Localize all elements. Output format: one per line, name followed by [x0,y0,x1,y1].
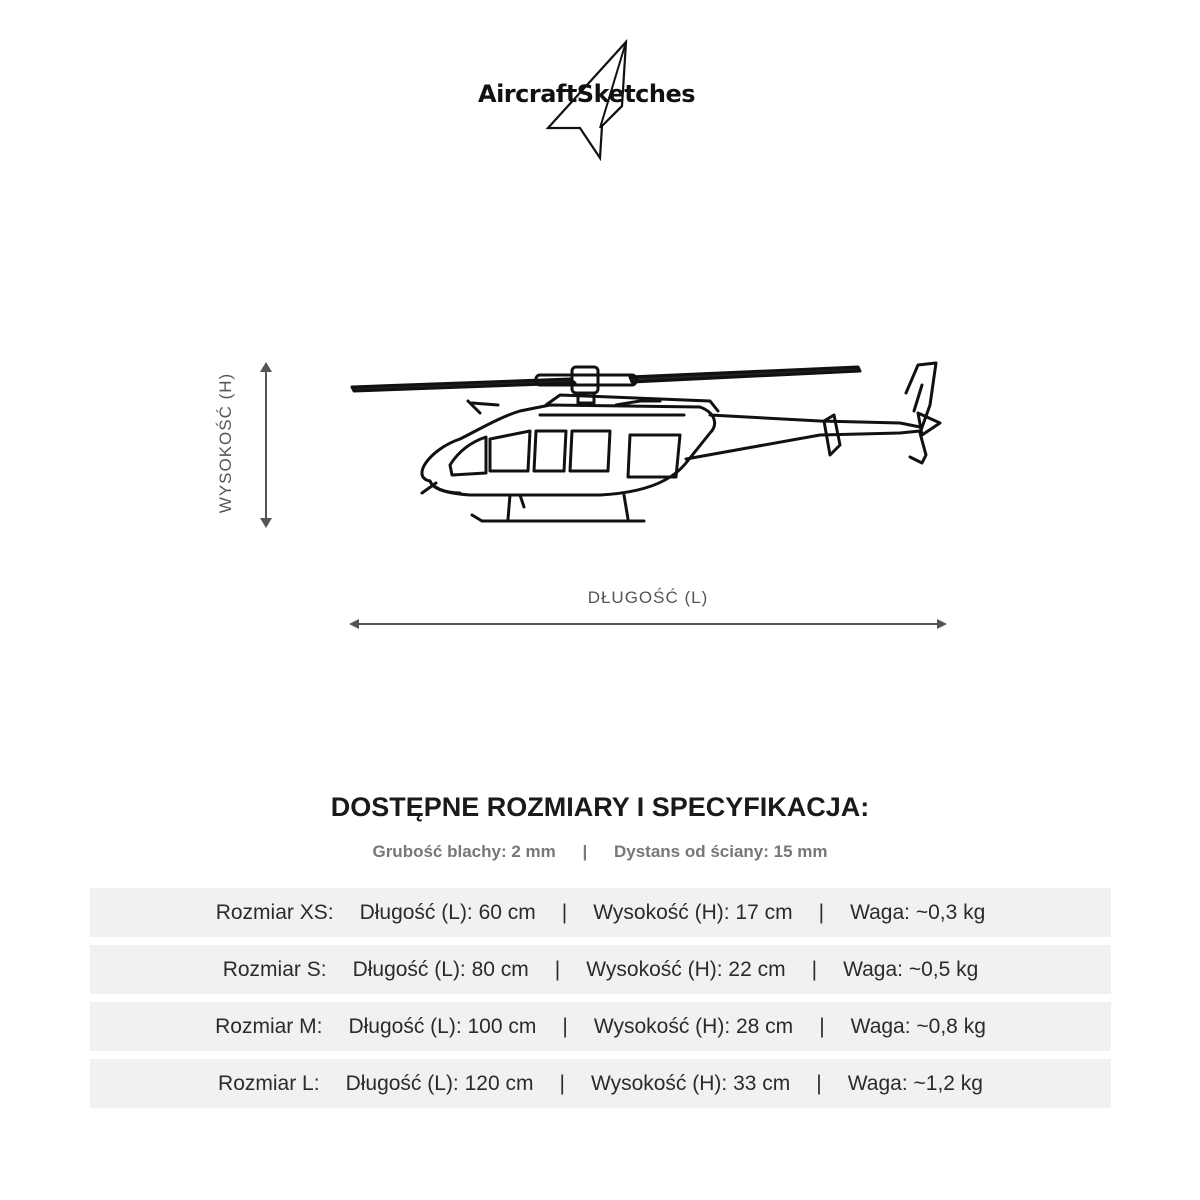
separator: | [811,957,818,981]
helicopter-silhouette-icon [340,345,960,545]
size-name: Rozmiar L: [218,1071,320,1095]
length-dimension-label: DŁUGOŚĆ (L) [587,588,709,607]
brand-logo [470,36,730,161]
size-length: Długość (L): 120 cm [345,1071,534,1095]
helicopter-silhouette [340,345,960,545]
height-dimension-arrow [255,360,277,530]
length-dimension-arrow [347,616,949,632]
size-row-xs [90,888,1111,937]
separator: | [559,1071,565,1095]
spec-subtitle [0,842,1200,862]
size-table [90,888,1111,1116]
size-row-m [90,1002,1111,1051]
size-height: Wysokość (H): 33 cm [590,1071,791,1095]
size-length: Długość (L): 80 cm [352,957,529,981]
size-row-s [90,945,1111,994]
size-height: Wysokość (H): 22 cm [586,957,786,981]
separator: | [816,1071,822,1095]
size-height: Wysokość (H): 28 cm [593,1014,794,1038]
size-weight: Waga: ~0,5 kg [843,957,979,981]
size-row-l [90,1059,1111,1108]
size-weight: Waga: ~0,8 kg [850,1014,986,1038]
separator: | [582,842,588,861]
separator: | [562,1014,568,1038]
separator: | [818,900,825,924]
size-length: Długość (L): 100 cm [348,1014,537,1038]
size-length: Długość (L): 60 cm [359,900,536,924]
separator: | [819,1014,825,1038]
brand-name: AircraftSketches [478,80,696,108]
size-name: Rozmiar S: [222,957,327,981]
size-name: Rozmiar M: [215,1014,323,1038]
size-weight: Waga: ~0,3 kg [850,900,986,924]
sheet-thickness: Grubość blachy: 2 mm [372,842,556,861]
spec-title: DOSTĘPNE ROZMIARY I SPECYFIKACJA: [330,792,870,822]
size-height: Wysokość (H): 17 cm [593,900,793,924]
separator: | [561,900,568,924]
separator: | [554,957,561,981]
wall-distance: Dystans od ściany: 15 mm [613,842,828,861]
size-name: Rozmiar XS: [215,900,334,924]
height-dimension-label: WYSOKOŚĆ (H) [216,372,235,514]
size-weight: Waga: ~1,2 kg [847,1071,983,1095]
